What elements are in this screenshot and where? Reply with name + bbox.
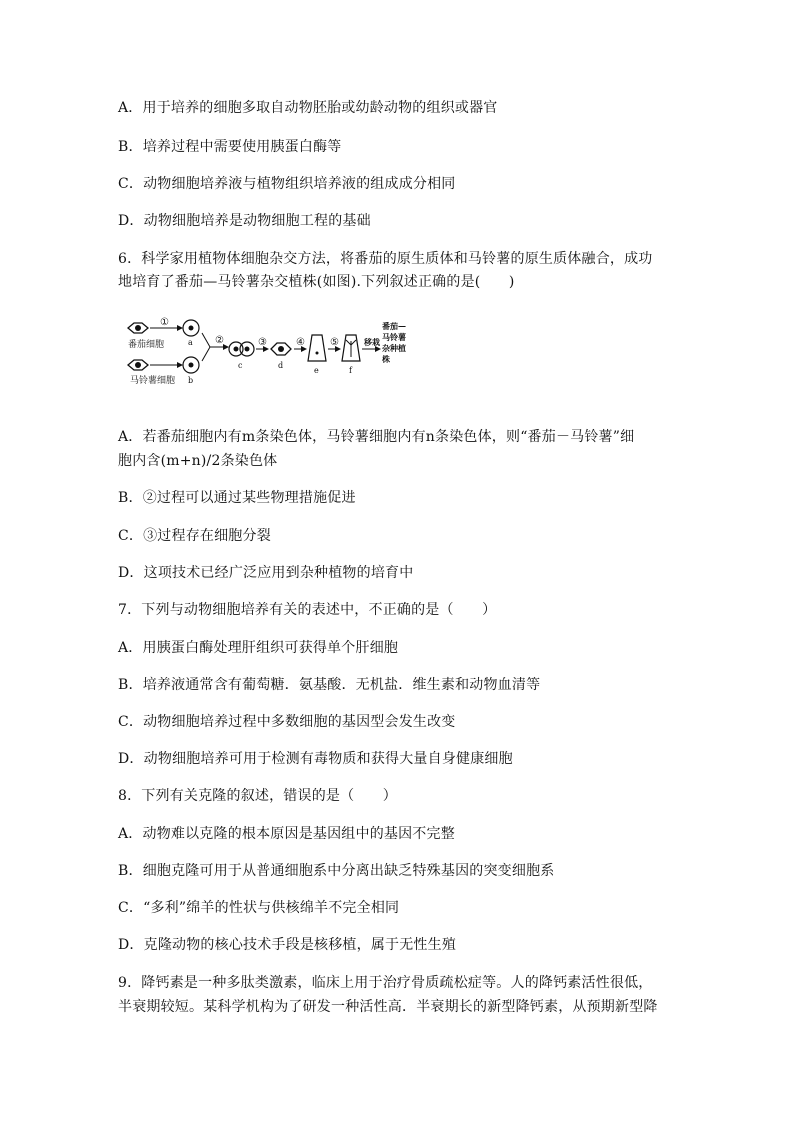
step4-label: ④ bbox=[296, 337, 305, 348]
line-5: 地培育了番茄—马铃薯杂交植株(如图).下列叙述正确的是( ) bbox=[118, 274, 515, 290]
line-1: B．培养过程中需要使用胰蛋白酶等 bbox=[118, 139, 342, 155]
line-4: 6．科学家用植物体细胞杂交方法，将番茄的原生质体和马铃薯的原生质体融合，成功 bbox=[118, 251, 653, 267]
protoplast-a bbox=[183, 320, 199, 336]
hybrid-cell-d bbox=[271, 343, 291, 355]
line-15: D．动物细胞培养可用于检测有毒物质和获得大量自身健康细胞 bbox=[118, 751, 513, 767]
line-14: C．动物细胞培养过程中多数细胞的基因型会发生改变 bbox=[118, 714, 456, 730]
fused-cell-c bbox=[229, 342, 254, 356]
transplant-label: 移栽 bbox=[364, 337, 380, 347]
label-c: c bbox=[238, 361, 243, 370]
result-line-1: 番茄— bbox=[382, 321, 406, 331]
line-17: A．动物难以克隆的根本原因是基因组中的基因不完整 bbox=[118, 826, 455, 842]
line-8: B．②过程可以通过某些物理措施促进 bbox=[118, 490, 356, 506]
callus-e bbox=[308, 335, 326, 361]
line-13: B．培养液通常含有葡萄糖．氨基酸．无机盐．维生素和动物血清等 bbox=[118, 677, 541, 693]
result-line-3: 杂种植 bbox=[382, 343, 406, 353]
line-12: A．用胰蛋白酶处理肝组织可获得单个肝细胞 bbox=[118, 640, 399, 656]
potato-label: 马铃薯细胞 bbox=[130, 376, 176, 385]
step1-label: ① bbox=[160, 317, 169, 328]
line-18: B．细胞克隆可用于从普通细胞系中分离出缺乏特殊基因的突变细胞系 bbox=[118, 863, 555, 879]
step2-label: ② bbox=[215, 335, 224, 346]
plantlet-f bbox=[342, 335, 360, 361]
label-d: d bbox=[278, 361, 284, 370]
result-line-4: 株 bbox=[382, 354, 390, 364]
line-9: C．③过程存在细胞分裂 bbox=[118, 528, 271, 544]
line-22: 半衰期较短。某科学机构为了研发一种活性高．半衰期长的新型降钙素，从预期新型降 bbox=[118, 999, 658, 1015]
line-10: D．这项技术已经广泛应用到杂种植物的培育中 bbox=[118, 565, 414, 581]
line-7: 胞内含(m+n)/2条染色体 bbox=[118, 453, 278, 469]
label-f: f bbox=[349, 366, 352, 375]
result-line-2: 马铃薯 bbox=[382, 332, 406, 342]
line-2: C．动物细胞培养液与植物组织培养液的组成成分相同 bbox=[118, 176, 456, 192]
line-6: A．若番茄细胞内有m条染色体，马铃薯细胞内有n条染色体，则“番茄－马铃薯”细 bbox=[118, 429, 635, 445]
line-20: D．克隆动物的核心技术手段是核移植，属于无性生殖 bbox=[118, 937, 457, 953]
tomato-label: 番茄细胞 bbox=[128, 340, 165, 350]
line-19: C．“多利”绵羊的性状与供核绵羊不完全相同 bbox=[118, 900, 400, 916]
line-21: 9．降钙素是一种多肽类激素，临床上用于治疗骨质疏松症等。人的降钙素活性很低， bbox=[118, 975, 653, 991]
label-a: a bbox=[188, 338, 193, 347]
step5-label: ⑤ bbox=[330, 337, 339, 348]
protoplast-b bbox=[183, 357, 199, 373]
label-b: b bbox=[188, 376, 194, 385]
line-16: 8．下列有关克隆的叙述，错误的是（ ） bbox=[118, 788, 397, 804]
line-3: D．动物细胞培养是动物细胞工程的基础 bbox=[118, 213, 371, 229]
step3-label: ③ bbox=[258, 337, 267, 348]
line-11: 7．下列与动物细胞培养有关的表述中，不正确的是（ ） bbox=[118, 602, 497, 618]
label-e: e bbox=[314, 366, 319, 375]
tomato-cell bbox=[128, 323, 148, 333]
line-0: A．用于培养的细胞多取自动物胚胎或幼龄动物的组织或器官 bbox=[118, 100, 498, 116]
hybridization-diagram bbox=[118, 313, 408, 385]
potato-cell bbox=[128, 360, 148, 370]
